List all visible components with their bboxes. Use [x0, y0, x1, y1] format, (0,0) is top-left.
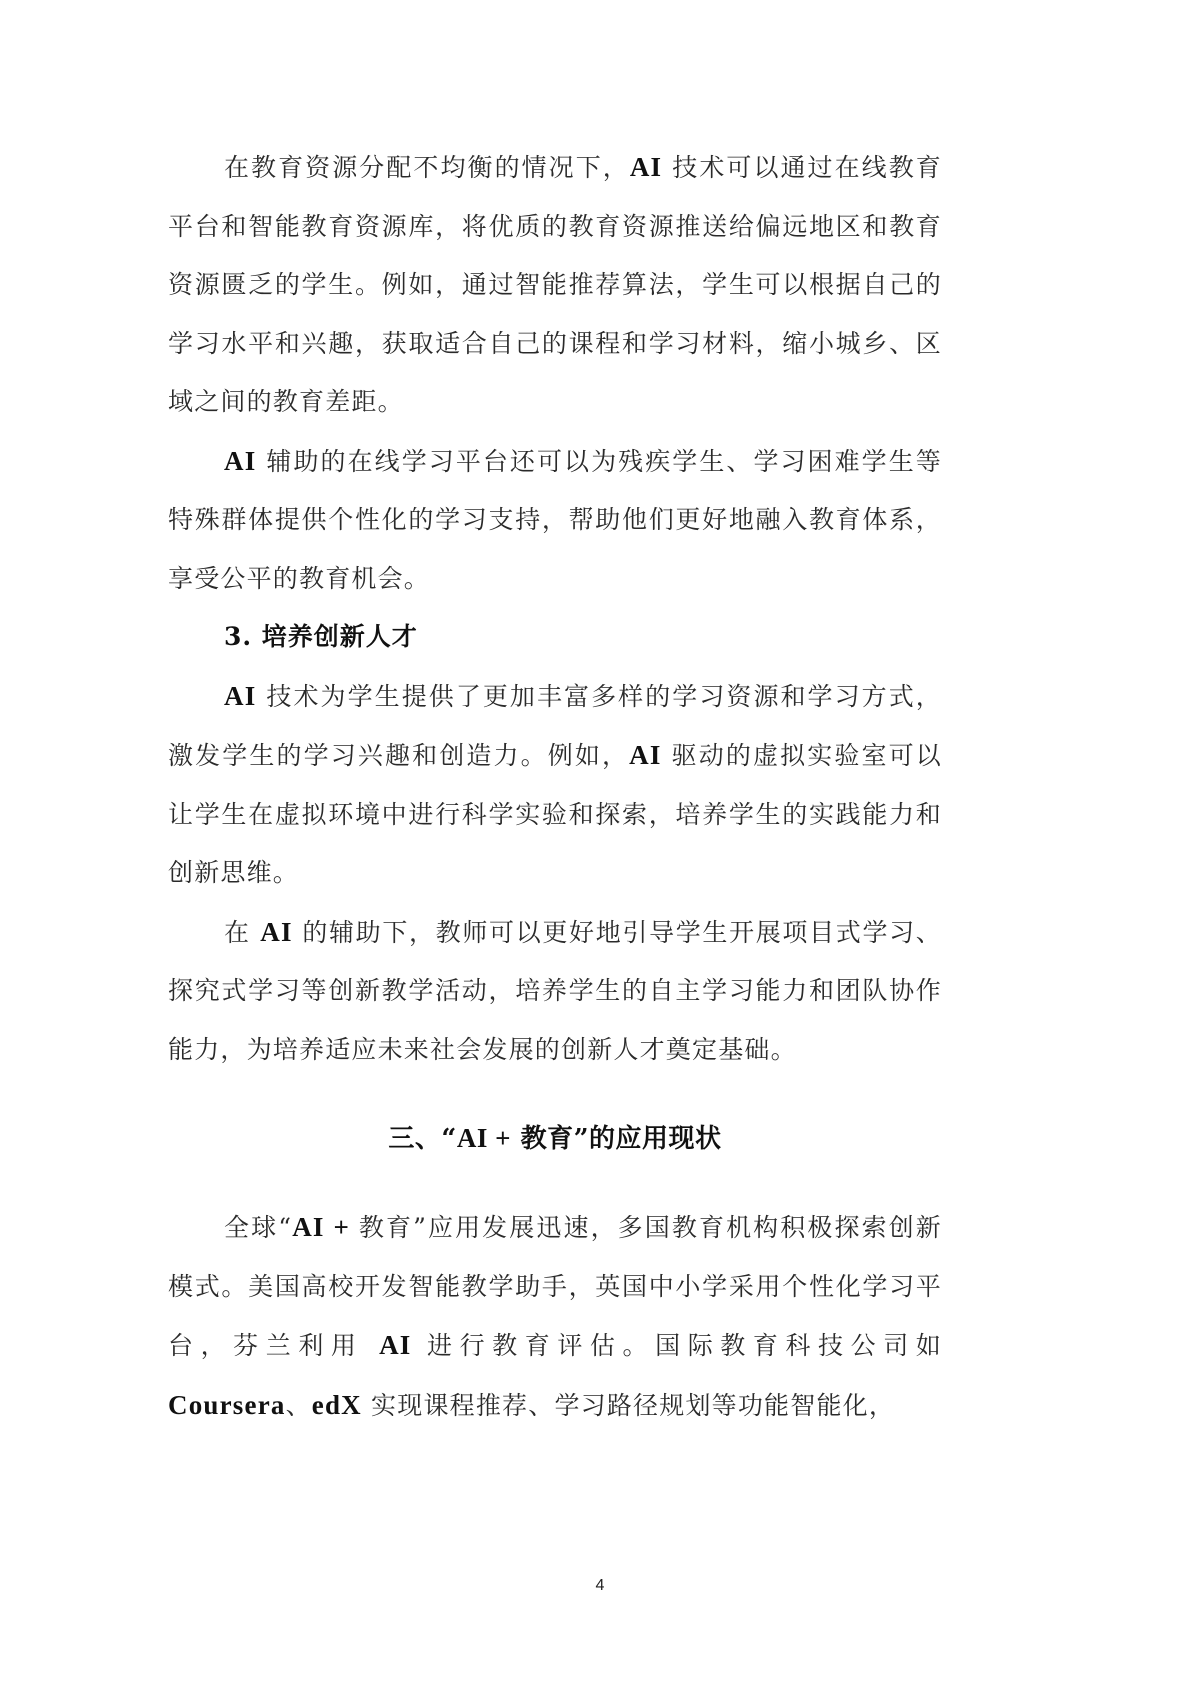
text-segment: 教育”应用发展迅速，多国教育机构积极探索创新模式。美国高校开发智能教学助手，英国中小学采用个性化学习平台，芬兰利用	[168, 1213, 942, 1360]
section-heading-prefix: 三、“	[388, 1124, 457, 1154]
subheading-cultivate-innovative-talent: 3. 培养创新人才	[224, 622, 418, 651]
paragraphs-after	[168, 1198, 942, 1435]
body-paragraph	[168, 903, 942, 1080]
page-number: 4	[595, 1577, 605, 1594]
section-heading-application-status	[168, 1079, 942, 1198]
body-paragraph	[168, 1198, 942, 1435]
body-paragraph	[168, 432, 942, 609]
paragraphs-before	[168, 138, 942, 608]
text-segment: 在教育资源分配不均衡的情况下，	[224, 153, 630, 182]
latin-term: AI	[260, 916, 293, 947]
text-segment: 的辅助下，教师可以更好地引导学生开展项目式学习、探究式学习等创新教学活动，培养学生的自主学习能力和团队协作能力，为培养适应未来社会发展的创新人才奠定基础。	[168, 917, 942, 1064]
text-segment: 技术可以通过在线教育平台和智能教育资源库，将优质的教育资源推送给偏远地区和教育资源匮乏的学生。例如，通过智能推荐算法，学生可以根据自己的学习水平和兴趣，获取适合自己的课程和学习材料，缩小城乡、区域之间的教育差距。	[168, 153, 942, 416]
latin-term: Coursera	[168, 1389, 286, 1420]
section-heading-latin: AI +	[456, 1123, 512, 1153]
latin-term: AI	[629, 152, 663, 182]
text-segment: 实现课程推荐、学习路径规划等功能智能化，	[361, 1390, 896, 1420]
text-segment: 进行教育评估。国际教育科技公司如	[411, 1331, 942, 1360]
text-segment: 驱动的虚拟实验室可以让学生在虚拟环境中进行科学实验和探索，培养学生的实践能力和创新思维。	[168, 741, 942, 887]
latin-term: edX	[311, 1389, 362, 1420]
paragraphs-mid	[168, 667, 942, 1080]
document-page	[168, 138, 942, 1435]
latin-term: AI +	[292, 1212, 359, 1242]
latin-term: AI	[224, 445, 257, 476]
body-paragraph	[168, 138, 942, 432]
section-heading-suffix: 教育”的应用现状	[511, 1124, 722, 1154]
latin-term: AI	[379, 1330, 412, 1360]
text-segment: 技术为学生提供了更加丰富多样的学习资源和学习方式，激发学生的学习兴趣和创造力。例如，	[168, 681, 942, 770]
text-segment: 全球“	[224, 1213, 293, 1242]
latin-term: AI	[224, 680, 257, 711]
text-segment: 辅助的在线学习平台还可以为残疾学生、学习困难学生等特殊群体提供个性化的学习支持，帮助他们更好地融入教育体系，享受公平的教育机会。	[168, 446, 942, 593]
body-paragraph	[168, 667, 942, 903]
text-segment: 在	[224, 917, 261, 947]
latin-term: AI	[629, 740, 662, 770]
text-segment: 、	[285, 1390, 312, 1420]
